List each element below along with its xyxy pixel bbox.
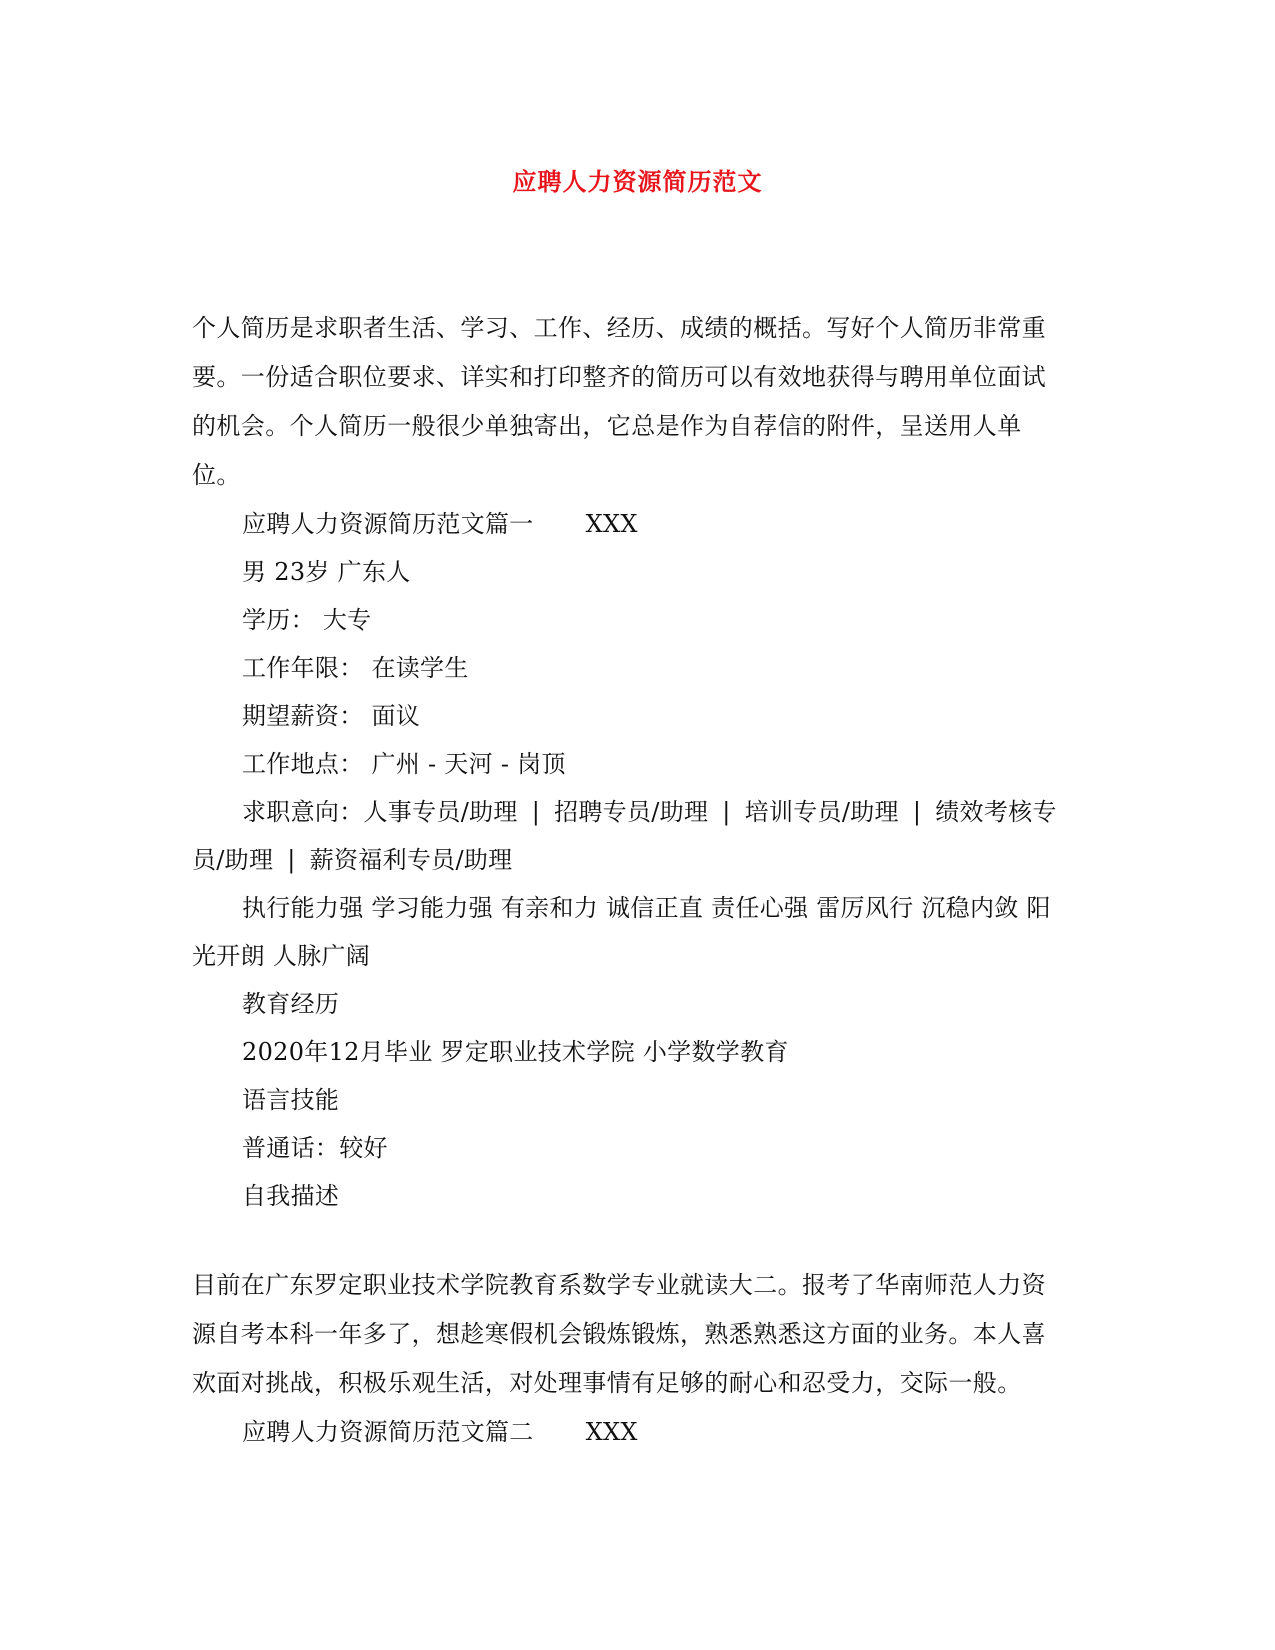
language-heading: 语言技能: [242, 1086, 340, 1114]
intent-item: 人事专员/助理: [363, 798, 518, 826]
work-years-value: 在读学生: [371, 654, 469, 682]
intent-separator: |: [912, 798, 922, 826]
intent-separator: |: [722, 798, 731, 826]
sample2-name: XXX: [585, 1418, 638, 1446]
intent-item: 招聘专员/助理: [554, 798, 709, 826]
language-detail: 普通话：较好: [242, 1134, 388, 1162]
intent-separator: |: [287, 846, 296, 874]
education-detail: 2020年12月毕业 罗定职业技术学院 小学数学教育: [242, 1038, 789, 1066]
document-title: 应聘人力资源简历范文: [512, 167, 763, 196]
document-body: [192, 304, 1064, 1456]
education-value: 大专: [322, 606, 372, 634]
intent-item: 绩效考核专员/助理: [192, 798, 1057, 874]
intent-label: 求职意向：: [242, 798, 364, 826]
intent-separator: |: [531, 798, 541, 826]
work-years-label: 工作年限：: [242, 654, 364, 682]
sample1-name: XXX: [585, 510, 638, 538]
salary-value: 面议: [371, 702, 421, 730]
traits-line: 执行能力强 学习能力强 有亲和力 诚信正直 责任心强 雷厉风行 沉稳内敛 阳光开朗 人脉广阔: [192, 894, 1051, 970]
gender: 男: [242, 558, 267, 586]
location-value: 广州 - 天河 - 岗顶: [371, 750, 566, 778]
sample2-heading-line: [192, 1408, 1064, 1456]
salary-line: [192, 692, 1064, 740]
intent-item: 薪资福利专员/助理: [309, 846, 513, 874]
self-description: 目前在广东罗定职业技术学院教育系数学专业就读大二。报考了华南师范人力资源自考本科一年多了，想趁寒假机会锻炼锻炼，熟悉熟悉这方面的业务。本人喜欢面对挑战，积极乐观生活，对处理事情有足够的耐心和忍受力，交际一般。: [192, 1271, 1046, 1397]
location-line: [192, 740, 1064, 788]
origin: 广东人: [337, 558, 411, 586]
sample1-heading-line: [192, 500, 1064, 548]
salary-label: 期望薪资：: [242, 702, 364, 730]
spacer: [192, 1220, 1064, 1261]
location-label: 工作地点：: [242, 750, 364, 778]
intro-paragraph: 个人简历是求职者生活、学习、工作、经历、成绩的概括。写好个人简历非常重要。一份适合职位要求、详实和打印整齐的简历可以有效地获得与聘用单位面试的机会。个人简历一般很少单独寄出，它总是作为自荐信的附件，呈送用人单位。: [192, 314, 1046, 489]
basic-info-line: [192, 548, 1064, 596]
intent-line: [192, 788, 1064, 884]
age: 23岁: [274, 558, 330, 586]
self-heading: 自我描述: [242, 1182, 340, 1210]
education-line: [192, 596, 1064, 644]
education-heading: 教育经历: [242, 990, 340, 1018]
sample2-heading: 应聘人力资源简历范文篇二: [242, 1418, 534, 1446]
intent-item: 培训专员/助理: [744, 798, 899, 826]
education-label: 学历：: [242, 606, 315, 634]
sample1-heading: 应聘人力资源简历范文篇一: [242, 510, 534, 538]
work-years-line: [192, 644, 1064, 692]
